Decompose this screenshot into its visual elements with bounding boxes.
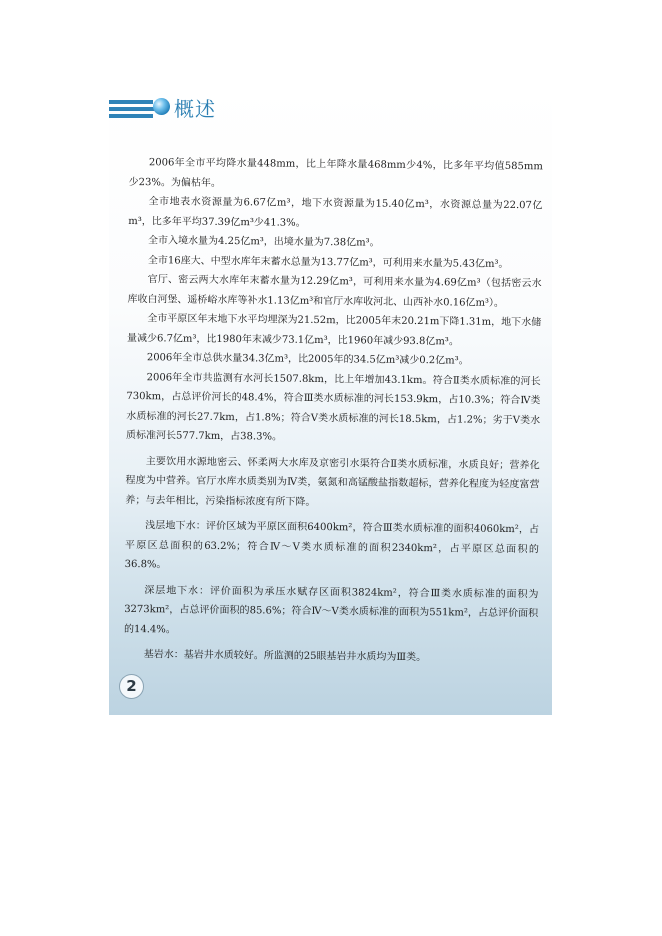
paragraph: 全市地表水资源量为6.67亿m³，地下水资源量为15.40亿m³，水资源总量为22.07亿m³，比多年平均37.39亿m³少41.3%。 xyxy=(128,196,543,229)
header-ball-icon xyxy=(153,98,170,115)
paragraph: 基岩水：基岩井水质较好。所监测的25眼基岩井水质均为Ⅲ类。 xyxy=(143,649,427,664)
paragraph: 2006年全市平均降水量448mm，比上年降水量468mm少4%，比多年平均值585mm少23%。为偏枯年。 xyxy=(128,157,543,189)
header-stripe xyxy=(109,100,153,104)
section-header xyxy=(109,90,552,126)
paragraph: 全市入境水量为4.25亿m³，出境水量为7.38亿m³。 xyxy=(148,235,380,249)
paragraph: 全市16座大、中型水库年末蓄水总量为13.77亿m³，可利用来水量为5.43亿m³。 xyxy=(147,254,509,270)
book-page xyxy=(109,85,552,715)
header-stripe xyxy=(109,107,157,111)
header-stripe xyxy=(109,114,153,118)
paragraph: 全市平原区年末地下水平均埋深为21.52m，比2005年末20.21m下降1.31m，地下水储量减少6.7亿m³，比1980年末减少73.1亿m³，比1960年减少93.8亿m³。 xyxy=(127,313,542,347)
paragraph: 官厅、密云两大水库年末蓄水量为12.29亿m³，可利用来水量为4.69亿m³（包括密云水库收白河堡、遥桥峪水库等补水1.13亿m³和官厅水库收河北、山西补水0.16亿m³）。 xyxy=(127,274,542,309)
paragraph: 主要饮用水源地密云、怀柔两大水库及京密引水渠符合Ⅱ类水质标准，水质良好；营养化程度为中营养。官厅水库水质类别为Ⅳ类，氨氮和高锰酸盐指数超标，营养化程度为轻度富营养；与去年相比，污染指标浓度有所下降。 xyxy=(125,455,540,508)
paragraph: 深层地下水：评价面积为承压水赋存区面积3824km²，符合Ⅲ类水质标准的面积为3273km²，占总评价面积的85.6%；符合Ⅳ～Ⅴ类水质标准的面积为551km²，占总评价面积的14.4%。 xyxy=(123,584,539,636)
body-text xyxy=(124,153,543,669)
page-number: 2 xyxy=(119,674,144,699)
paragraph: 2006年全市总供水量34.3亿m³，比2005年的34.5亿m³减少0.2亿m³。 xyxy=(146,352,469,367)
paragraph: 浅层地下水：评价区域为平原区面积6400km²，符合Ⅲ类水质标准的面积4060km²，占平原区总面积的63.2%；符合Ⅳ～Ⅴ类水质标准的面积2340km²，占平原区总面积的36.8%。 xyxy=(124,520,540,571)
paragraph: 2006年全市共监测有水河长1507.8km，比上年增加43.1km。符合Ⅱ类水质标准的河长730km，占总评价河长的48.4%，符合Ⅲ类水质标准的河长153.9km，占10.3%；符合Ⅳ类水质标准的河长27.7km，占1.8%；符合Ⅴ类水质标准的河长18.5km，占1.2%；劣于Ⅴ类水质标准河长577.7km，占38.3%。 xyxy=(125,371,541,443)
section-title: 概述 xyxy=(174,97,216,121)
